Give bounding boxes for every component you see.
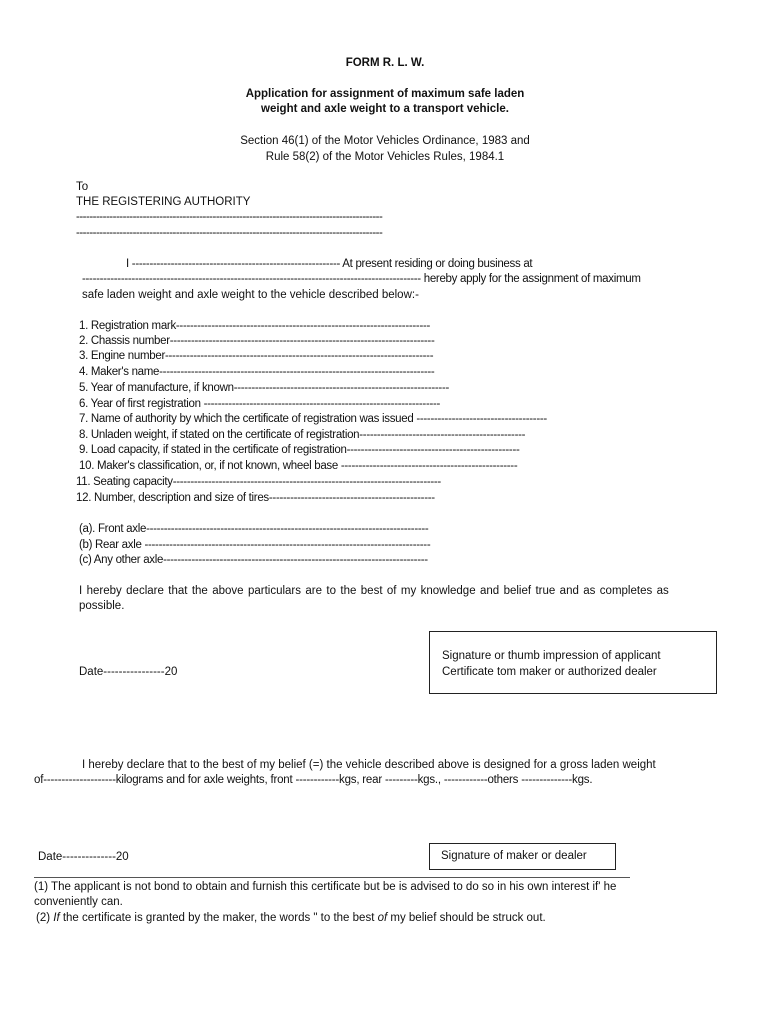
item-seating-capacity: 11. Seating capacity---------------------------------------------------------------------------- [76,476,441,488]
maker-declaration-line-2: of--------------------kilograms and for axle weights, front ------------kgs, rear ---------kgs., ------------others --------------kgs. [34,774,593,786]
address-blank-1: -------------------------------------------------------------------------------------------- [76,211,383,223]
footnote-2-text-a: the certificate is granted by the maker, the words " to the best [59,912,378,924]
declaration-line-2: possible. [79,600,125,612]
footnote-1-line-2: conveniently can. [34,896,123,908]
item-maker-name: 4. Maker's name------------------------------------------------------------------------------ [79,366,435,378]
maker-signature-box[interactable] [429,843,616,870]
applicant-date: Date----------------20 [79,666,178,678]
footnote-2-of: of [377,912,388,924]
intro-line-3: safe laden weight and axle weight to the vehicle described below:- [82,289,419,301]
footnote-2 [36,912,546,924]
item-maker-classification: 10. Maker's classification, or, if not known, wheel base -------------------------------------------------- [79,460,518,472]
subtitle-line-2: weight and axle weight to a transport vehicle. [261,103,509,115]
item-year-of-manufacture: 5. Year of manufacture, if known------------------------------------------------------------- [79,382,450,394]
footnote-2-number: (2) [36,912,54,924]
maker-date: Date--------------20 [38,851,129,863]
intro-line-2: ------------------------------------------------------------------------------------------------ hereby apply for the assignment of maximum [82,273,641,285]
section-line-2: Rule 58(2) of the Motor Vehicles Rules, 1984.1 [265,151,505,163]
footnote-1-line-1: (1) The applicant is not bond to obtain and furnish this certificate but be is advised to do so in his own interest if' he [34,881,617,893]
item-registration-mark: 1. Registration mark------------------------------------------------------------------------ [79,320,431,332]
form-title: FORM R. L. W. [345,57,425,69]
axle-front: (a). Front axle-------------------------------------------------------------------------------- [79,523,429,535]
axle-rear: (b) Rear axle --------------------------------------------------------------------------------- [79,539,431,551]
item-chassis-number: 2. Chassis number--------------------------------------------------------------------------- [79,335,435,347]
maker-signature-label: Signature of maker or dealer [441,850,587,862]
subtitle-line-1: Application for assignment of maximum safe laden [245,88,525,100]
applicant-signature-line-1: Signature or thumb impression of applicant [442,650,661,662]
item-unladen-weight: 8. Unladen weight, if stated on the certificate of registration----------------------------------------------- [79,429,526,441]
maker-declaration-line-1: I hereby declare that to the best of my belief (=) the vehicle described above is designed for a gross laden weight [82,759,656,771]
item-engine-number: 3. Engine number---------------------------------------------------------------------------- [79,350,434,362]
intro-line-1: I ----------------------------------------------------------- At present residing or doing business at [126,258,533,270]
declaration-line-1: I hereby declare that the above particulars are to the best of my knowledge and belief true and as completes as [79,585,669,597]
item-load-capacity: 9. Load capacity, if stated in the certificate of registration------------------------------------------------- [79,444,520,456]
footnote-2-text-b: my belief should be struck out. [387,912,546,924]
axle-other: (c) Any other axle--------------------------------------------------------------------------- [79,554,428,566]
item-year-of-first-registration: 6. Year of first registration ------------------------------------------------------------------- [79,398,441,410]
applicant-signature-box[interactable] [429,631,717,694]
item-tires: 12. Number, description and size of tires----------------------------------------------- [76,492,435,504]
footnote-divider [34,877,630,878]
address-to: To [76,181,89,193]
address-blank-2: -------------------------------------------------------------------------------------------- [76,227,383,239]
address-authority: THE REGISTERING AUTHORITY [76,196,251,208]
footnote-2-if: If [53,912,60,924]
item-registering-authority: 7. Name of authority by which the certificate of registration was issued ------------------------------------- [79,413,547,425]
section-line-1: Section 46(1) of the Motor Vehicles Ordinance, 1983 and [240,135,530,147]
applicant-signature-line-2: Certificate tom maker or authorized dealer [442,666,657,678]
